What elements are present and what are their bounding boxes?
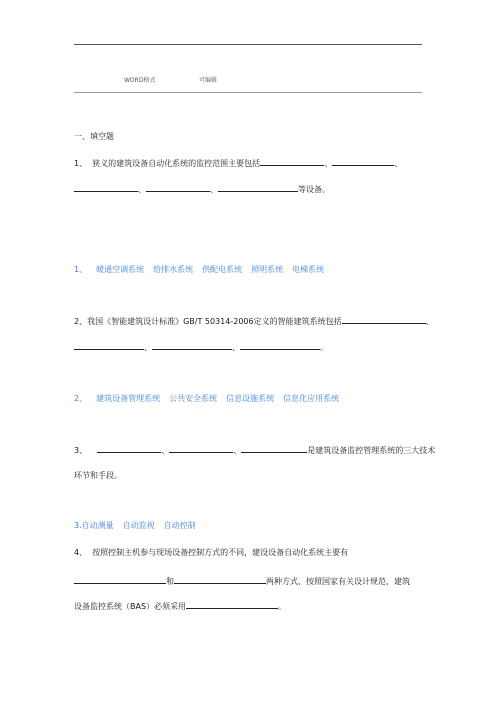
answer-item: 照明系统 <box>251 265 284 274</box>
blank <box>74 575 166 584</box>
separator: 、 <box>232 343 240 352</box>
separator: 、 <box>394 159 403 168</box>
answer-3 <box>74 521 422 531</box>
question-1-number: 1、 <box>74 159 88 168</box>
question-4-line-1 <box>74 548 422 558</box>
answer-item: 信息设施系统 <box>226 394 275 403</box>
answer-item: 信息化应用系统 <box>283 394 340 403</box>
blank <box>260 157 324 166</box>
blank <box>97 444 161 453</box>
separator: 、 <box>425 317 434 326</box>
header-bottom-rule <box>74 92 422 93</box>
blank <box>174 575 266 584</box>
question-4-mid: 和 <box>166 577 174 586</box>
separator: 、 <box>233 446 242 455</box>
question-1-suffix: 等设备。 <box>298 185 330 194</box>
answer-1-prefix: 1、 <box>74 265 88 274</box>
answer-item: 公共安全系统 <box>169 394 218 403</box>
answer-2-prefix: 2、 <box>74 394 88 403</box>
blank <box>342 315 426 324</box>
answer-item: 给排水系统 <box>153 265 194 274</box>
separator: 、 <box>210 185 218 194</box>
question-3-line-2: 环节和手段。 <box>74 471 122 480</box>
question-2-line-1 <box>74 315 434 327</box>
question-3-line-1 <box>74 444 436 456</box>
answer-1 <box>74 265 422 275</box>
question-1-text: 狭义的建筑设备自动化系统的监控范围主要包括 <box>92 159 261 168</box>
header-format-label: WORD格式 <box>124 77 156 84</box>
answer-item: 自动监视 <box>122 521 155 530</box>
question-4-number: 4、 <box>74 548 88 557</box>
question-4-text: 按照控制主机参与现场设备控制方式的不同，建设设备自动化系统主要有 <box>92 548 349 557</box>
answer-2 <box>74 394 422 404</box>
blank <box>240 341 320 350</box>
answer-item: 暖通空调系统 <box>96 265 145 274</box>
blank <box>74 183 138 192</box>
header-editable-label: 可编辑 <box>199 77 218 84</box>
answer-item: 电梯系统 <box>292 265 325 274</box>
question-4-suffix: 两种方式，按照国家有关设计规范，建筑 <box>266 577 410 586</box>
answer-item: 自动控制 <box>163 521 196 530</box>
answer-item: 自动测量 <box>81 521 114 530</box>
separator: 、 <box>324 159 333 168</box>
blank <box>332 157 394 166</box>
question-3-suffix: 是建筑设备监控管理系统的三大技术 <box>307 446 436 455</box>
question-4-line-3-text: 设备监控系统（BAS）必须采用 <box>74 602 187 611</box>
question-1-line-2 <box>74 183 422 195</box>
answer-3-prefix: 3. <box>74 521 82 530</box>
separator: 。 <box>320 343 328 352</box>
separator: 、 <box>161 446 170 455</box>
separator: 、 <box>138 185 146 194</box>
answer-item: 供配电系统 <box>202 265 243 274</box>
question-2-text: 2、我国《智能建筑设计标准》GB/T 50314-2006定义的智能建筑系统包括 <box>74 317 342 326</box>
question-4-line-2 <box>74 575 422 587</box>
answer-item: 建筑设备管理系统 <box>96 394 161 403</box>
separator: 。 <box>278 602 287 611</box>
blank <box>218 183 298 192</box>
section-title: 一、填空题 <box>74 132 114 141</box>
blank <box>74 341 144 350</box>
question-3-number: 3、 <box>74 446 88 455</box>
blank <box>186 600 278 609</box>
blank <box>146 183 210 192</box>
blank <box>241 444 307 453</box>
question-2-line-2 <box>74 341 422 353</box>
blank <box>152 341 232 350</box>
separator: 、 <box>144 343 152 352</box>
header-top-rule <box>74 44 422 45</box>
blank <box>169 444 233 453</box>
question-4-line-3 <box>74 600 422 612</box>
question-1-line-1 <box>74 157 422 169</box>
